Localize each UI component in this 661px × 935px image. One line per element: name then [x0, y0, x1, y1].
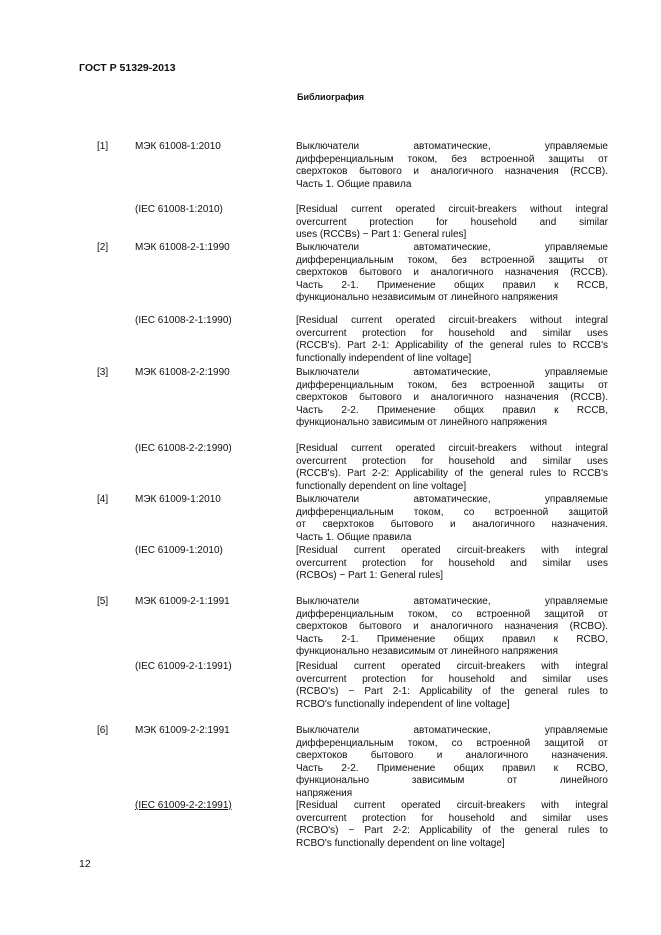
standard-code: (IEC 61009-1:2010) [135, 545, 223, 556]
description-line: Выключатели автоматические, управляемые [296, 141, 608, 152]
description-line: overcurrent protection for household and similar uses [296, 455, 608, 467]
standard-code: МЭК 61009-2-2:1991 [135, 725, 230, 736]
description-line: сверхтоков бытового и аналогичного назначения (RCCB). [296, 267, 608, 278]
description-line: [Residual current operated circuit-breakers without integral [296, 204, 608, 215]
description-line: дифференциальным током, со встроенной защитой от [296, 737, 608, 749]
description-line: [Residual current operated circuit-breakers without integral [296, 443, 608, 454]
description-line: (RCBOs) − Part 1: General rules] [296, 570, 443, 581]
description-line: [Residual current operated circuit-breakers with integral [296, 545, 608, 556]
description-line: Часть 2-2. Применение общих правил к RCBO, [296, 762, 608, 774]
description-line: напряжения [296, 787, 353, 799]
description-line: (RCBO's) − Part 2-1: Applicability of the general rules to [296, 686, 608, 697]
description-line: overcurrent protection for household and similar uses [296, 327, 608, 339]
description-line: (RCCB's). Part 2-2: Applicability of the general rules to RCCB's [296, 468, 608, 479]
standard-description [296, 494, 608, 544]
standard-code: (IEC 61008-2-1:1990) [135, 315, 232, 326]
description-line: (RCBO's) − Part 2-2: Applicability of the general rules to [296, 825, 608, 836]
standard-code: МЭК 61008-2-1:1990 [135, 242, 230, 253]
description-line: дифференциальным током, без встроенной защиты от [296, 153, 608, 165]
description-line: uses (RCCBs) − Part 1: General rules] [296, 229, 467, 240]
description-line: [Residual current operated circuit-breakers with integral [296, 800, 608, 811]
description-line: Часть 2-2. Применение общих правил к RCCB, [296, 404, 608, 416]
standard-description [296, 725, 608, 800]
description-line: Выключатели автоматические, управляемые [296, 725, 608, 736]
description-line: Выключатели автоматические, управляемые [296, 367, 608, 378]
standard-description [296, 141, 608, 191]
description-line: RCBO's functionally independent of line voltage] [296, 698, 510, 710]
standard-code: МЭК 61009-1:2010 [135, 494, 221, 505]
description-line: Часть 1. Общие правила [296, 531, 412, 543]
entry-number: [2] [97, 242, 109, 253]
description-line: сверхтоков бытового и аналогичного назначения (RCBO). [296, 621, 608, 632]
entry-number: [1] [97, 141, 109, 152]
description-line: функционально зависимым от линейного [296, 775, 608, 786]
description-line: overcurrent protection for household and similar uses [296, 812, 608, 824]
entry-number: [4] [97, 494, 109, 505]
description-line: (RCCB's). Part 2-1: Applicability of the general rules to RCCB's [296, 340, 608, 351]
standard-description [296, 800, 608, 850]
standard-description [296, 596, 608, 659]
standard-code: (IEC 61008-2-2:1990) [135, 443, 232, 454]
description-line: дифференциальным током, со встроенной защитой [296, 506, 608, 518]
description-line: дифференциальным током, без встроенной защиты от [296, 379, 608, 391]
description-line: Выключатели автоматические, управляемые [296, 596, 608, 607]
description-line: [Residual current operated circuit-breakers without integral [296, 315, 608, 326]
standard-description [296, 545, 608, 583]
description-line: дифференциальным током, со встроенной защитой от [296, 608, 608, 620]
description-line: Часть 2-1. Применение общих правил к RCBO, [296, 633, 608, 645]
standard-description [296, 204, 608, 242]
document-header: ГОСТ Р 51329-2013 [79, 62, 176, 74]
description-line: RCBO's functionally dependent on line voltage] [296, 837, 505, 849]
standard-code: МЭК 61008-1:2010 [135, 141, 221, 152]
description-line: [Residual current operated circuit-breakers with integral [296, 661, 608, 672]
standard-code: (IEC 61008-1:2010) [135, 204, 223, 215]
description-line: Выключатели автоматические, управляемые [296, 494, 608, 505]
standard-code: МЭК 61009-2-1:1991 [135, 596, 230, 607]
description-line: functionally independent of line voltage] [296, 352, 472, 364]
standard-code: МЭК 61008-2-2:1990 [135, 367, 230, 378]
description-line: Часть 2-1. Применение общих правил к RCCB, [296, 279, 608, 291]
description-line: overcurrent protection for household and similar uses [296, 673, 608, 685]
description-line: сверхтоков бытового и аналогичного назначения (RCCB). [296, 392, 608, 403]
description-line: дифференциальным током, без встроенной защиты от [296, 254, 608, 266]
description-line: функционально независимым от линейного напряжения [296, 646, 558, 657]
entry-number: [3] [97, 367, 109, 378]
standard-description [296, 367, 608, 430]
description-line: функционально независимым от линейного напряжения [296, 292, 558, 303]
entry-number: [6] [97, 725, 109, 736]
description-line: functionally dependent on line voltage] [296, 480, 467, 492]
description-line: Выключатели автоматические, управляемые [296, 242, 608, 253]
standard-description [296, 661, 608, 711]
page-number: 12 [79, 858, 91, 870]
description-line: сверхтоков бытового и аналогичного назначения. [296, 750, 608, 761]
description-line: overcurrent protection for household and similar uses [296, 557, 608, 569]
description-line: от сверхтоков бытового и аналогичного назначения. [296, 519, 608, 530]
standard-code: (IEC 61009-2-1:1991) [135, 661, 232, 672]
description-line: функционально зависимым от линейного напряжения [296, 417, 548, 428]
description-line: Часть 1. Общие правила [296, 178, 412, 190]
description-line: сверхтоков бытового и аналогичного назначения (RCCB). [296, 166, 608, 177]
page-title: Библиография [297, 92, 364, 102]
standard-code[interactable]: (IEC 61009-2-2:1991) [135, 800, 232, 811]
standard-description [296, 315, 608, 365]
description-line: overcurrent protection for household and similar [296, 216, 608, 228]
entry-number: [5] [97, 596, 109, 607]
standard-description [296, 443, 608, 493]
standard-description [296, 242, 608, 305]
